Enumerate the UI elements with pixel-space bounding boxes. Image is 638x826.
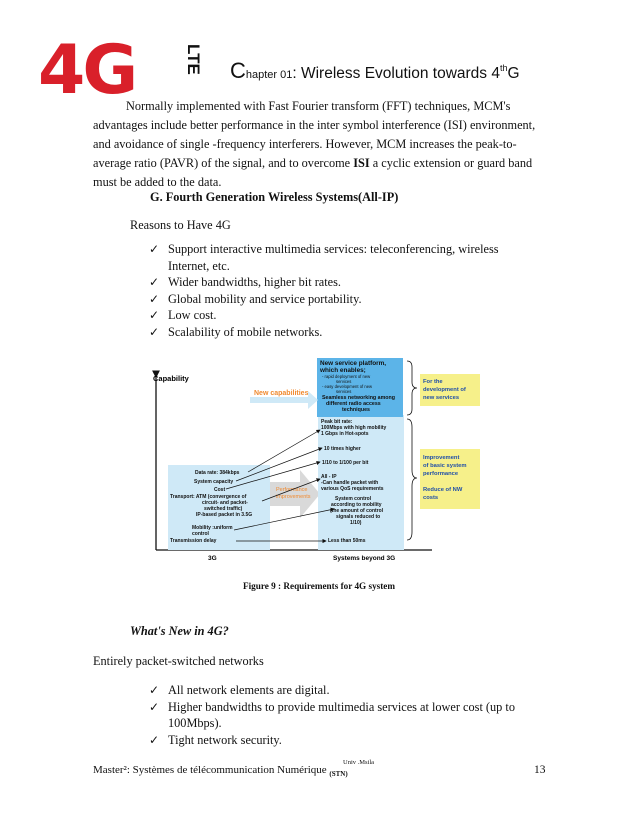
transport-line: IP-based packet in 3.5G [196, 512, 253, 518]
list-item: ✓ Tight network security. [149, 732, 282, 747]
intro-line-1: Normally implemented with Fast Fourier transform (FFT) techniques, MCM's [126, 99, 511, 113]
label-3g: 3G [208, 555, 217, 562]
performance-line: improvements [276, 494, 311, 500]
4g-lte-logo [38, 38, 206, 96]
cost-label: Cost [214, 487, 226, 493]
system-capacity-label: System capacity [194, 479, 234, 485]
tx-delay-label: Transmission delay [170, 538, 217, 544]
peak-line: Peak bit rate: [321, 419, 353, 425]
transport-line: Transport: ATM (convergence of [170, 494, 247, 500]
for-development-line: new services [423, 395, 460, 401]
requirements-figure [150, 357, 490, 569]
intro-isi-bold: ISI [353, 156, 370, 170]
new-capabilities-label: New capabilities [254, 390, 309, 397]
transport-line: switched traffic) [204, 506, 243, 512]
chapter-title-end: G [507, 65, 520, 82]
check-mark-icon: ✓ [149, 699, 160, 714]
intro-line-2: advantages include better performance in the inter symbol interference (ISI) environment, [93, 118, 536, 132]
new-service-line: different radio access [326, 401, 381, 407]
peak-line: 1 Gbps in Hot-spots [321, 431, 369, 437]
reduce-line: costs [423, 495, 439, 501]
label-beyond-3g: Systems beyond 3G [333, 555, 396, 562]
check-mark-icon: ✓ [149, 324, 160, 339]
performance-line: Performance [276, 487, 308, 493]
logo-lte-text: LTE [184, 44, 203, 75]
ten-times-label: 10 times higher [324, 446, 361, 452]
list-item: ✓ Global mobility and service portability. [149, 291, 362, 306]
check-mark-icon: ✓ [149, 291, 160, 306]
new-service-line: - rapid deployment of new [322, 374, 371, 379]
improvement-line: performance [423, 471, 459, 477]
intro-line-3: and avoidance of single -frequency interferers. However, MCM increases the peak-to- [93, 137, 517, 151]
mobility-line: control [192, 531, 209, 537]
new-service-line: services [336, 389, 352, 394]
control-line: according to mobility [331, 502, 382, 508]
chapter-title-sup: th [499, 62, 508, 73]
control-line: (the amount of control [330, 508, 384, 514]
y-axis-label: Capability [153, 374, 189, 383]
list-item: ✓ All network elements are digital. [149, 683, 330, 697]
arrow-data-rate [248, 430, 320, 472]
list-item: ✓ Scalability of mobile networks. [149, 324, 323, 339]
reasons-label: Reasons to Have 4G [130, 218, 231, 232]
chapter-number: hapter 01 [245, 69, 293, 81]
new-service-line: which enables; [320, 367, 366, 374]
for-development-line: For the [423, 379, 443, 385]
control-line: 1/10) [350, 520, 362, 526]
list-item: ✓ Support interactive multimedia services: teleconferencing, wireless Internet, etc. [149, 242, 499, 273]
for-development-line: development of [423, 387, 466, 393]
peak-line: 100Mbps with high mobility [321, 425, 387, 431]
new-service-line: - easy development of new [322, 384, 373, 389]
footer-university: Univ .Msila [343, 759, 375, 766]
reasons-list [149, 241, 539, 341]
allip-line: -Can handle packet with [321, 480, 379, 486]
intro-line-4 [93, 154, 551, 173]
mobility-line: Mobility :uniform [192, 525, 233, 531]
check-mark-icon: ✓ [149, 275, 160, 290]
intro-paragraph [93, 97, 551, 192]
check-mark-icon: ✓ [149, 683, 160, 697]
footer-stn: (STN) [329, 770, 348, 778]
footer-program: Master²: Systèmes de télécommunication Numérique [93, 764, 330, 776]
transport-line: circuit- and packet- [202, 500, 248, 506]
packet-switched-line: Entirely packet-switched networks [93, 654, 264, 668]
chapter-title-main: : Wireless Evolution towards 4 [292, 65, 500, 82]
arrow-capacity [236, 448, 322, 481]
intro-line-4-pre: average ratio (PAVR) of the signal, and to overcome [93, 156, 354, 170]
new-service-line: techniques [342, 407, 370, 413]
new-service-line: Seamless networking among [322, 395, 396, 401]
improvement-line: of basic system [423, 463, 467, 469]
control-line: System control [335, 496, 372, 502]
check-mark-icon: ✓ [149, 242, 160, 256]
check-mark-icon: ✓ [149, 732, 160, 747]
check-mark-icon: ✓ [149, 308, 160, 323]
control-line: signals reduced to [336, 514, 381, 520]
list-item: ✓ Low cost. [149, 308, 217, 323]
brace-top [407, 361, 417, 415]
section-heading-g: G. Fourth Generation Wireless Systems(All-IP) [150, 190, 399, 204]
less50-label: Less than 50ms [328, 538, 366, 544]
list-item: ✓ Wider bandwidths, higher bit rates. [149, 275, 341, 290]
one-tenth-label: 1/10 to 1/100 per bit [322, 460, 369, 466]
intro-line-5: must be added to the data. [93, 175, 222, 189]
whats-new-heading: What's New in 4G? [130, 624, 229, 638]
data-rate-label: Data rate: 384kbps [195, 470, 240, 476]
intro-line-4-post: a cyclic extension or guard band [369, 156, 533, 170]
list-item: ✓ Higher bandwidths to provide multimedia services at lower cost (up to 100Mbps). [149, 699, 515, 731]
whats-new-list [149, 682, 549, 748]
page-number: 13 [534, 764, 546, 776]
reduce-line: Reduce of NW [423, 487, 463, 493]
new-service-line: services [336, 379, 352, 384]
footer-left [93, 764, 348, 776]
new-service-line: New service platform, [320, 360, 387, 367]
improvement-line: Improvement [423, 455, 460, 461]
allip-line: All - IP [321, 474, 337, 480]
logo-4g-text: 4G [38, 38, 136, 96]
chapter-initial: C [230, 58, 246, 83]
allip-line: various QoS requirements [321, 486, 384, 492]
chapter-title [230, 58, 520, 84]
figure-caption: Figure 9 : Requirements for 4G system [242, 581, 396, 591]
brace-bottom [407, 419, 417, 540]
